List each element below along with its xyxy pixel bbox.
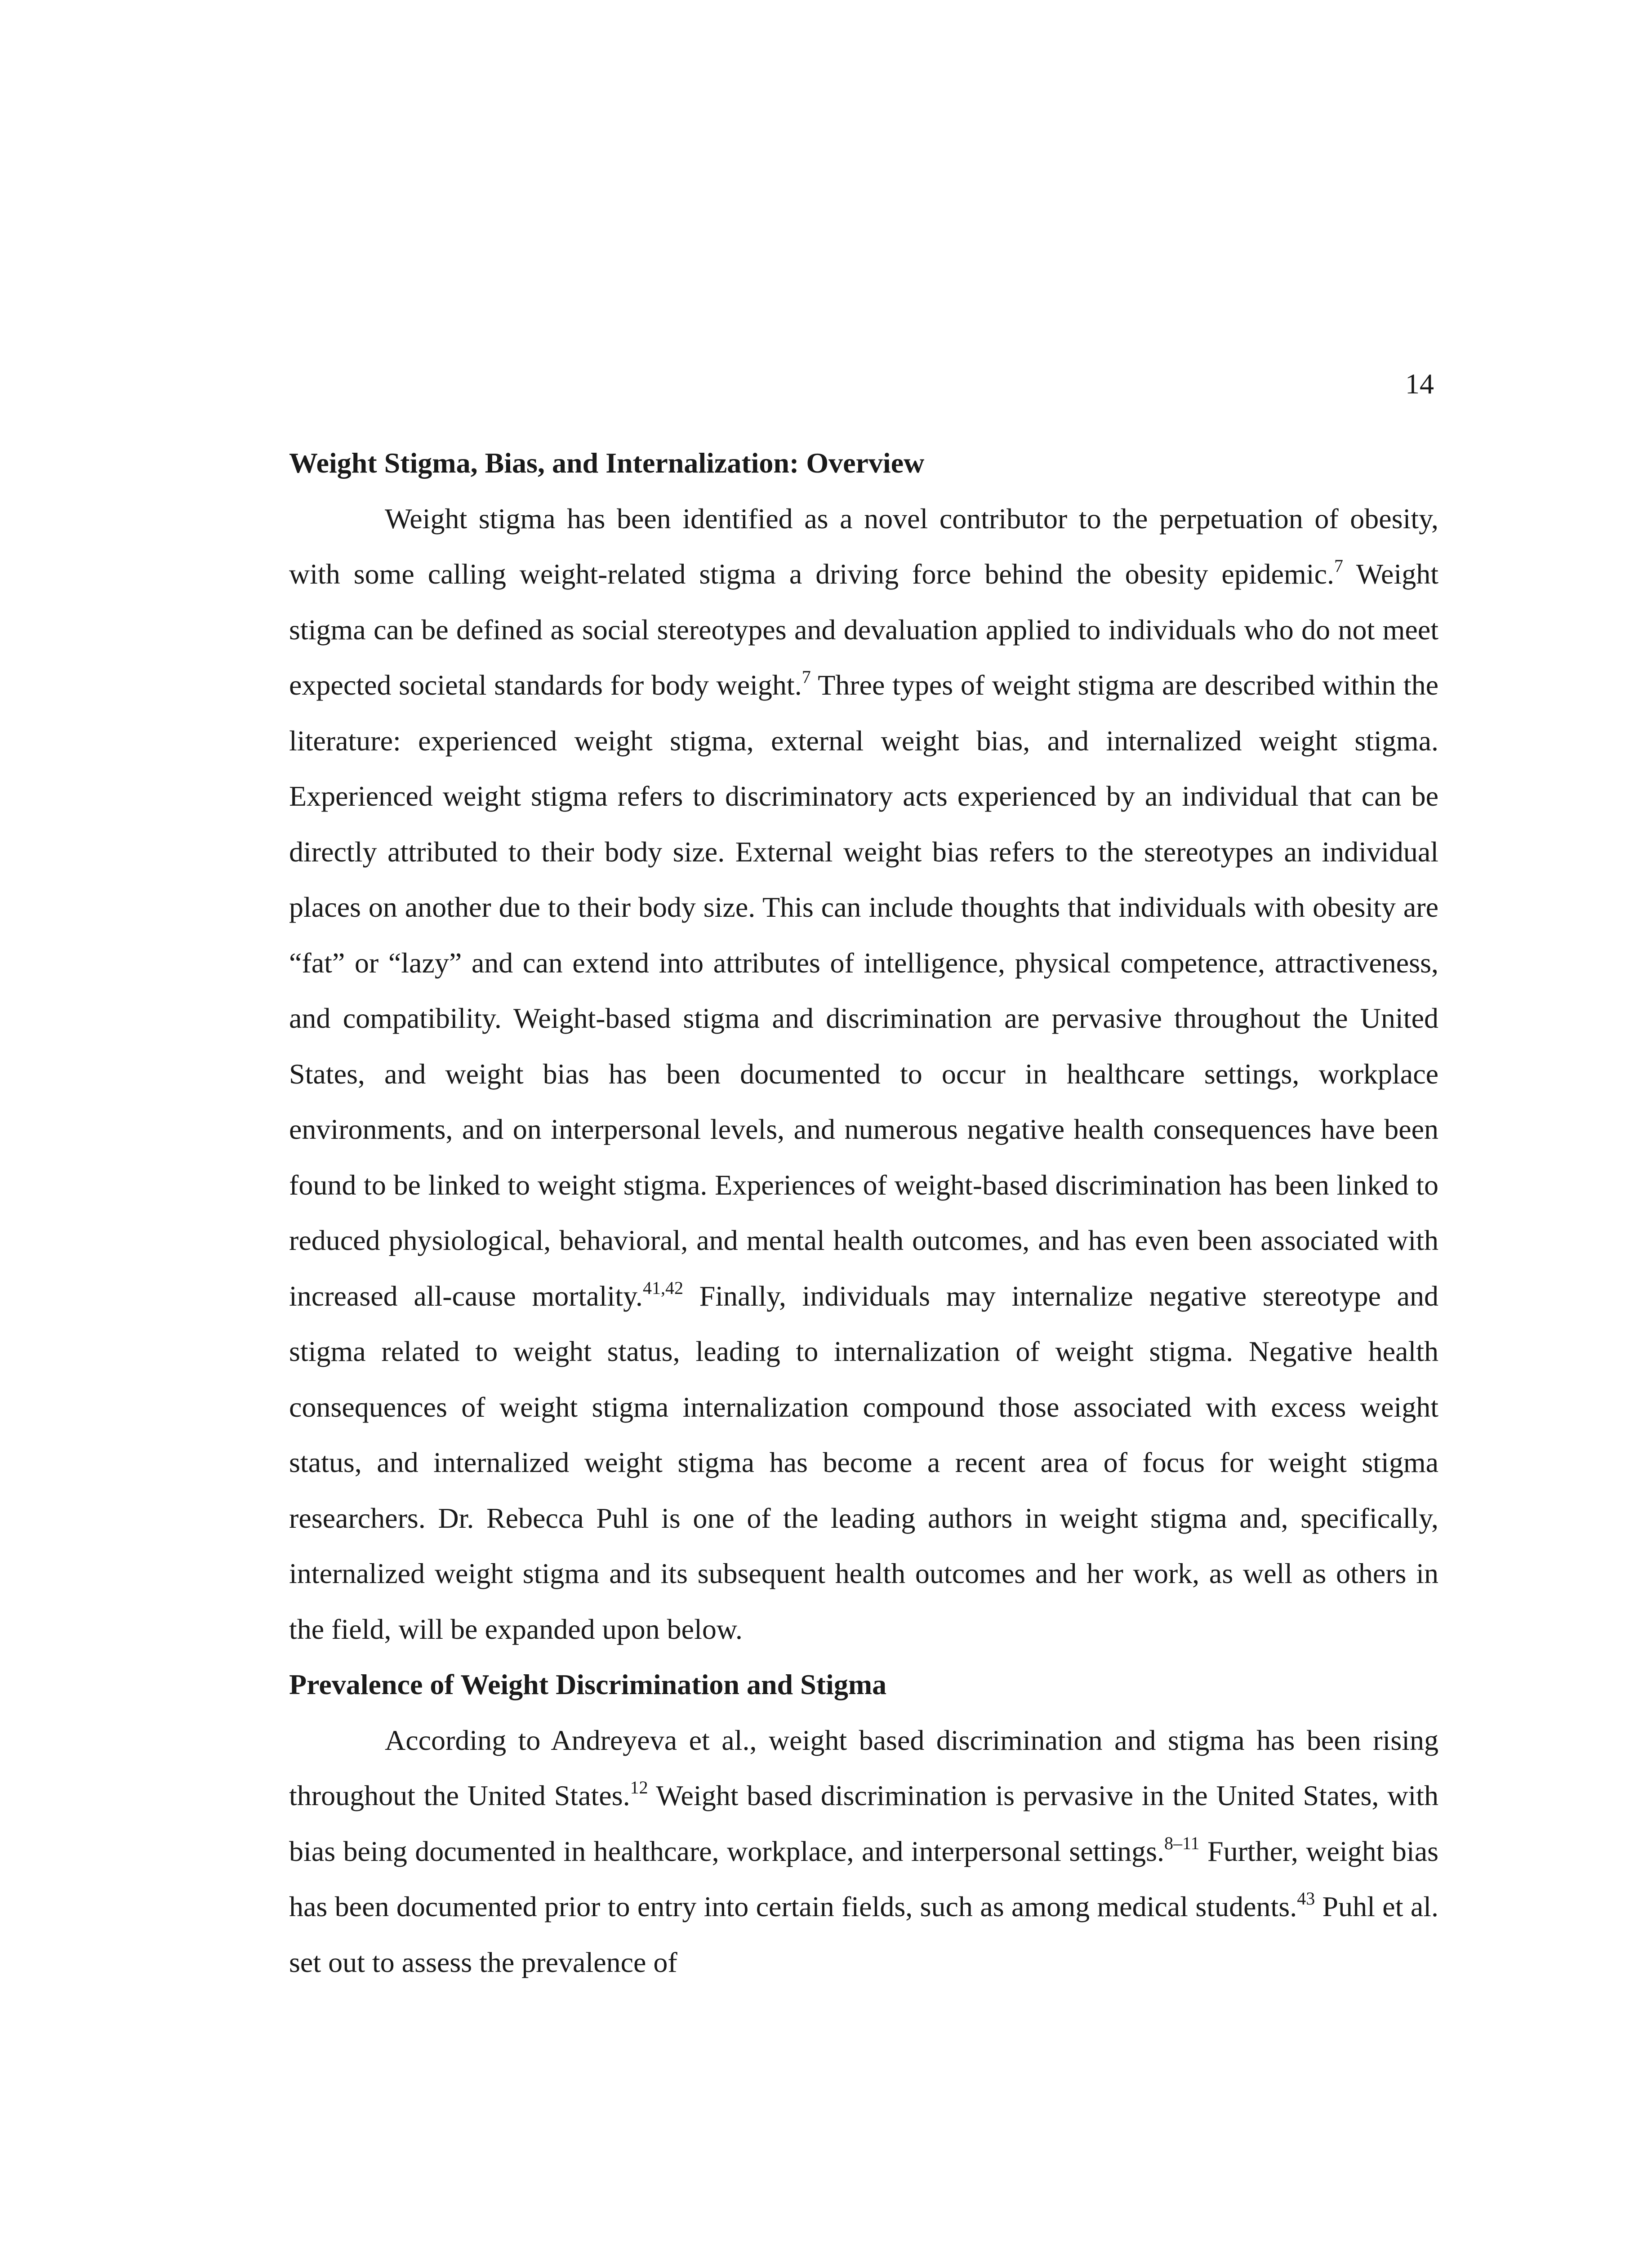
page-number: 14: [1405, 368, 1434, 400]
section-heading-overview: Weight Stigma, Bias, and Internalization: Overview: [289, 447, 925, 479]
text-run: Three types of weight stigma are described within the literature: experienced weight stigma, external weight bias, and internalized weight stigma. Experienced weight stigma refers to discriminatory acts experienced by an individual that can be directly attributed to their body size. External weight bias refers to the stereotypes an individual places on another due to their body size. This can include thoughts that individuals with obesity are “fat” or “lazy” and can extend into attributes of intelligence, physical competence, attractiveness, and compatibility. Weight-based stigma and discrimination are pervasive throughout the United States, and weight bias has been documented to occur in healthcare settings, workplace environments, and on interpersonal levels, and numerous negative health consequences have been found to be linked to weight stigma. Experiences of weight-based discrimination has been linked to reduced physiological, behavioral, and mental health outcomes, and has even been associated with increased all-cause mortality.: [289, 669, 1438, 1312]
paragraph-overview: [289, 491, 1438, 1657]
citation-superscript: 8–11: [1164, 1833, 1200, 1853]
text-run: According to Andreyeva et al., weight based discrimination and stigma has been rising throughout the United States.: [289, 1724, 1438, 1811]
citation-superscript: 7: [802, 667, 811, 687]
citation-superscript: 41,42: [642, 1277, 683, 1298]
citation-superscript: 43: [1297, 1888, 1315, 1909]
text-run: Weight stigma can be defined as social stereotypes and devaluation applied to individuals who do not meet expected societal standards for body weight.: [289, 558, 1439, 701]
citation-superscript: 7: [1334, 556, 1343, 576]
citation-superscript: 12: [630, 1777, 648, 1798]
section-heading-prevalence: Prevalence of Weight Discrimination and Stigma: [289, 1668, 887, 1700]
body-text: [289, 435, 1438, 1990]
text-run: Puhl et al. set out to assess the prevalence of: [289, 1891, 1439, 1978]
text-run: Further, weight bias has been documented prior to entry into certain fields, such as among medical students.: [289, 1835, 1439, 1922]
text-run: Weight based discrimination is pervasive in the United States, with bias being documented in healthcare, workplace, and interpersonal settings.: [289, 1780, 1439, 1867]
text-run: Weight stigma has been identified as a novel contributor to the perpetuation of obesity, with some calling weight-related stigma a driving force behind the obesity epidemic.: [289, 502, 1438, 590]
text-run: Finally, individuals may internalize negative stereotype and stigma related to weight status, leading to internalization of weight stigma. Negative health consequences of weight stigma internalization compound those associated with excess weight status, and internalized weight stigma has become a recent area of focus for weight stigma researchers. Dr. Rebecca Puhl is one of the leading authors in weight stigma and, specifically, internalized weight stigma and its subsequent health outcomes and her work, as well as others in the field, will be expanded upon below.: [289, 1280, 1439, 1645]
paragraph-prevalence: [289, 1713, 1438, 1990]
